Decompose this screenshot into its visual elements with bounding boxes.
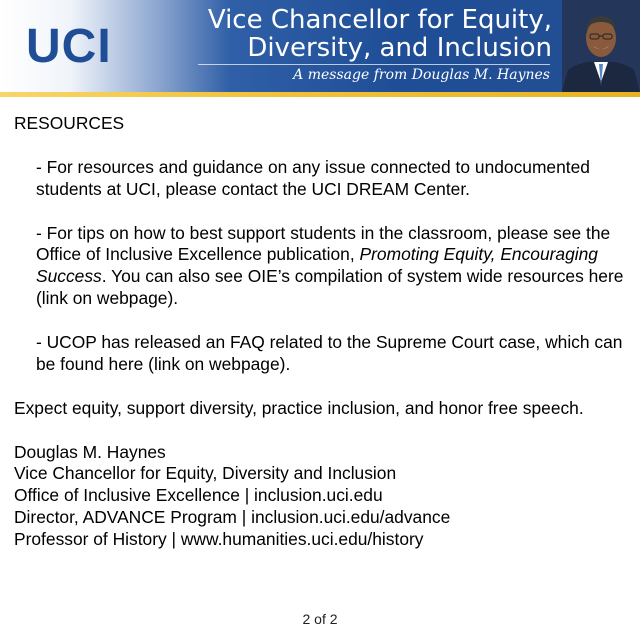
publication-title: Promoting Equity, Encouraging Success xyxy=(36,244,598,287)
title-line-2: Diversity, and Inclusion xyxy=(247,33,552,63)
page-indicator: 2 of 2 xyxy=(302,611,338,627)
resource-item-dream-center: - For resources and guidance on any issue connected to undocumented students at UCI, please contact the UCI DREAM Center. xyxy=(36,156,590,199)
header-gold-rule xyxy=(0,92,640,97)
signature-name: Douglas M. Haynes xyxy=(14,441,166,462)
title-line-1: Vice Chancellor for Equity, xyxy=(207,5,552,35)
section-heading: RESOURCES xyxy=(14,113,125,133)
signature-line-history: Professor of History | www.humanities.uci.edu/history xyxy=(14,529,424,550)
resource-item-text: - For tips on how to best support students in the classroom, please see the Office of Inclusive Excellence publication, xyxy=(36,222,611,265)
portrait-photo xyxy=(562,0,640,92)
signature-line-advance: Director, ADVANCE Program | inclusion.uci.edu/advance xyxy=(14,507,451,528)
title-divider xyxy=(198,64,550,65)
portrait-icon xyxy=(562,0,640,92)
uci-logo: UCI xyxy=(26,20,112,73)
resource-item-ucop-faq: - UCOP has released an FAQ related to the Supreme Court case, which can be found here (link on webpage). xyxy=(36,332,623,374)
message-body xyxy=(14,113,630,551)
header-subtitle: A message from Douglas M. Haynes xyxy=(293,67,550,83)
signature-title: Vice Chancellor for Equity, Diversity and Inclusion xyxy=(14,463,397,484)
page-title xyxy=(208,6,552,62)
resource-item-text: . You can also see OIE’s compilation of system wide resources here (link on webpage). xyxy=(36,266,624,309)
closing-statement: Expect equity, support diversity, practice inclusion, and honor free speech. xyxy=(14,397,584,418)
header-banner xyxy=(0,0,640,92)
signature-line-office: Office of Inclusive Excellence | inclusion.uci.edu xyxy=(14,485,383,506)
signature-block xyxy=(14,442,630,552)
resource-item-classroom-tips xyxy=(14,223,630,311)
